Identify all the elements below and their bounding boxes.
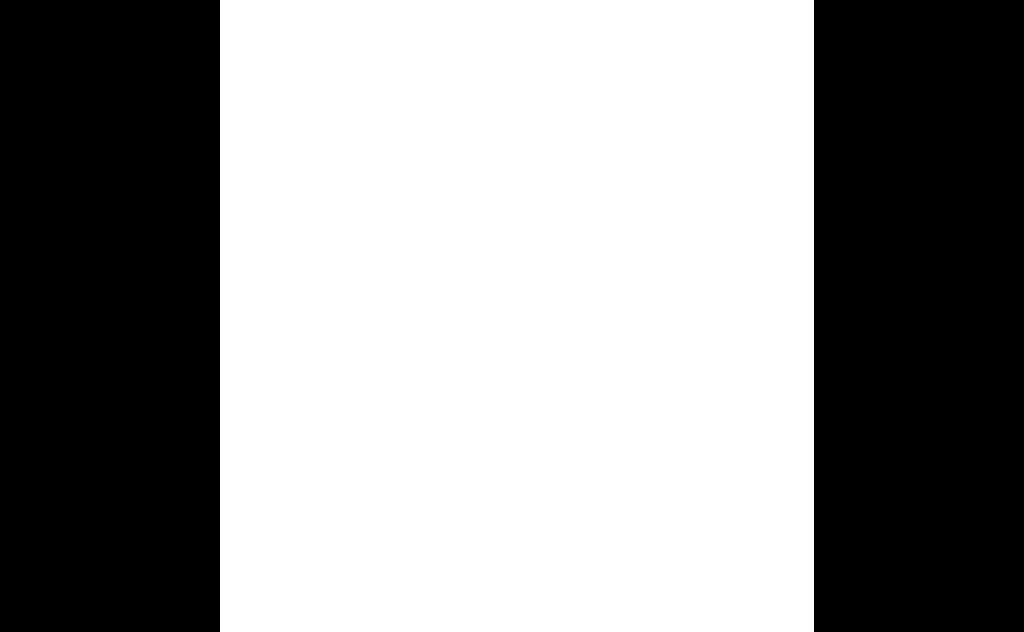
document-page	[220, 0, 814, 632]
